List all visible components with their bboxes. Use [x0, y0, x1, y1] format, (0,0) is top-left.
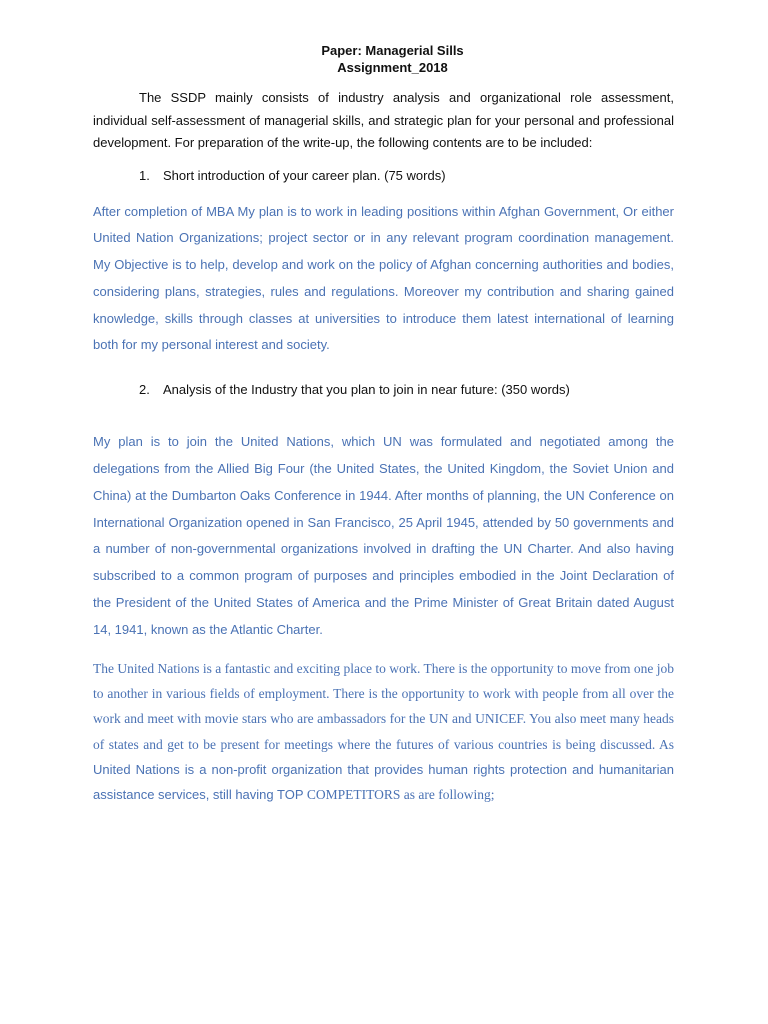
section-1-heading-text: Short introduction of your career plan. (75 words): [163, 167, 446, 183]
section-2-answer: My plan is to join the United Nations, which UN was formulated and negotiated among the delegations from the Allied Big Four (the United States, the United Kingdom, the Soviet Union and China) at the Dumbarton Oaks Conference in 1944. After months of planning, the UN Conference on International Organization opened in San Francisco, 25 April 1945, attended by 50 governments and a number of non-governmental organizations involved in drafting the UN Charter. And also having subscribed to a common program of purposes and principles embodied in the Joint Declaration of the President of the United States of America and the Prime Minister of Great Britain dated August 14, 1941, known as the Atlantic Charter.: [93, 434, 674, 637]
title-block: [93, 42, 674, 76]
document-subtitle: Assignment_2018: [337, 60, 448, 75]
section-2-number: 2.: [139, 382, 150, 398]
paragraph-2-serif-end: COMPETITORS as are following;: [306, 787, 495, 803]
section-1-answer: After completion of MBA My plan is to work in leading positions within Afghan Government, Or either United Nation Organizations; project sector or in any relevant program coordination management. My Objective is to help, develop and work on the policy of Afghan concerning authorities and bodies, considering plans, strategies, rules and regulations. Moreover my contribution and sharing gained knowledge, skills through classes at universities to introduce them latest international of learning both for my personal interest and society.: [93, 203, 674, 353]
document-content: [93, 42, 674, 807]
intro-paragraph: The SSDP mainly consists of industry analysis and organizational role assessment, individual self-assessment of managerial skills, and strategic plan for your personal and professional development. For preparation of the write-up, the following contents are to be included:: [93, 90, 674, 150]
section-2-paragraph-2: [93, 656, 674, 808]
section-1-heading: [93, 167, 674, 185]
section-2-heading-text: Analysis of the Industry that you plan to join in near future: (350 words): [163, 382, 570, 398]
paragraph-2-sans-text: United Nations is a non-profit organization that provides human rights protection and humanitarian assistance services, still having TOP: [93, 761, 674, 803]
document-title: Paper: Managerial Sills: [321, 43, 464, 58]
paragraph-2-serif-text: The United Nations is a fantastic and exciting place to work. There is the opportunity to move from one job to another in various fields of employment. There is the opportunity to work with people from all over the work and meet with movie stars who are ambassadors for the UN and UNICEF. You also meet many heads of states and get to be present for meetings where the futures of various countries is being discussed. As: [93, 660, 674, 752]
section-1-number: 1.: [139, 167, 150, 183]
section-2-heading: [93, 381, 674, 399]
